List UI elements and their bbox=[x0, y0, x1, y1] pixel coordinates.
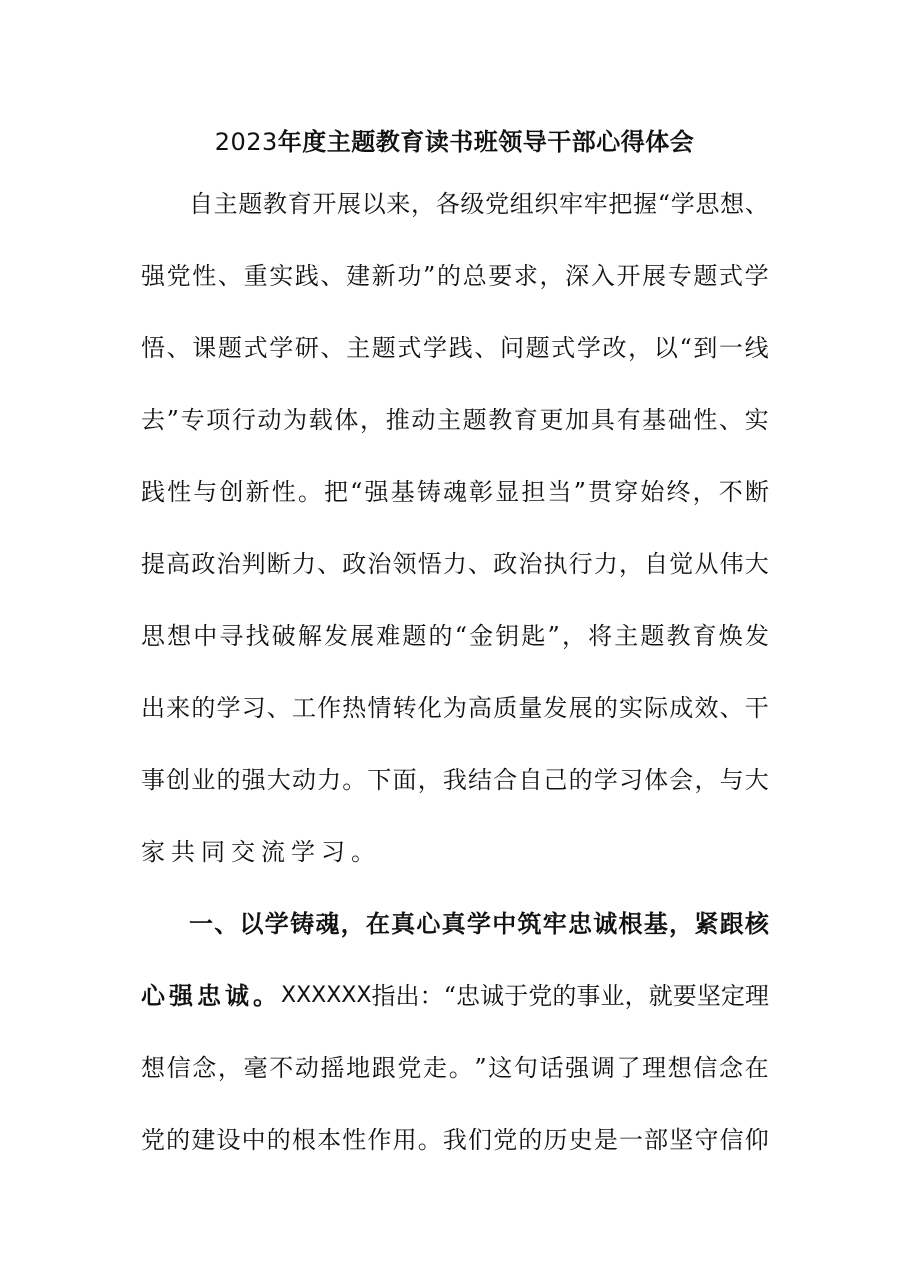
paragraph-line: 出 来 的 学 习 、 工 作 热 情 转 化 为 高 质 量 发 展 的 实 际 成 效 、 干 bbox=[141, 694, 769, 722]
paragraph-line: 去 ” 专 项 行 动 为 载 体 ， 推 动 主 题 教 育 更 加 具 有 基 础 性 、 实 bbox=[141, 406, 769, 434]
section-heading-line: 一 、 以 学 铸 魂 ， 在 真 心 真 学 中 筑 牢 忠 诚 根 基 ， 紧 跟 核 bbox=[189, 910, 769, 938]
paragraph-line-rest: 指 出 ： “ 忠 诚 于 党 的 事 业 ， 就 要 坚 定 理 bbox=[371, 982, 769, 1010]
section-heading-tail: 心强忠诚。 bbox=[141, 982, 281, 1010]
paragraph-line: 家共同交流学习。 bbox=[141, 838, 381, 866]
title-year: 2023 bbox=[214, 128, 278, 156]
paragraph-line-mixed bbox=[141, 978, 769, 1014]
paragraph-line: 践 性 与 创 新 性 。 把 “ 强 基 铸 魂 彰 显 担 当 ” 贯 穿 始 终 ， 不 断 bbox=[141, 478, 769, 506]
paragraph-line: 事 创 业 的 强 大 动 力 。 下 面 ， 我 结 合 自 己 的 学 习 体 会 ， 与 大 bbox=[141, 766, 769, 794]
redacted-name: XXXXXX bbox=[281, 983, 372, 1008]
document-title bbox=[0, 124, 909, 160]
paragraph-line: 想 信 念 ， 毫 不 动 摇 地 跟 党 走 。 ” 这 句 话 强 调 了 理 想 信 念 在 bbox=[141, 1054, 769, 1082]
paragraph-line: 强 党 性 、 重 实 践 、 建 新 功 ” 的 总 要 求 ， 深 入 开 展 专 题 式 学 bbox=[141, 262, 769, 290]
paragraph-line: 党 的 建 设 中 的 根 本 性 作 用 。 我 们 党 的 历 史 是 一 部 坚 守 信 仰 bbox=[141, 1126, 769, 1154]
paragraph-line: 自 主 题 教 育 开 展 以 来 ， 各 级 党 组 织 牢 牢 把 握 “ 学 思 想 、 bbox=[189, 190, 769, 218]
paragraph-line: 提 高 政 治 判 断 力 、 政 治 领 悟 力 、 政 治 执 行 力 ， 自 觉 从 伟 大 bbox=[141, 550, 769, 578]
title-text: 年度主题教育读书班领导干部心得体会 bbox=[277, 128, 695, 156]
paragraph-line: 悟 、 课 题 式 学 研 、 主 题 式 学 践 、 问 题 式 学 改 ， 以 “ 到 一 线 bbox=[141, 334, 769, 362]
paragraph-line: 思 想 中 寻 找 破 解 发 展 难 题 的 “ 金 钥 匙 ” ， 将 主 题 教 育 焕 发 bbox=[141, 622, 769, 650]
